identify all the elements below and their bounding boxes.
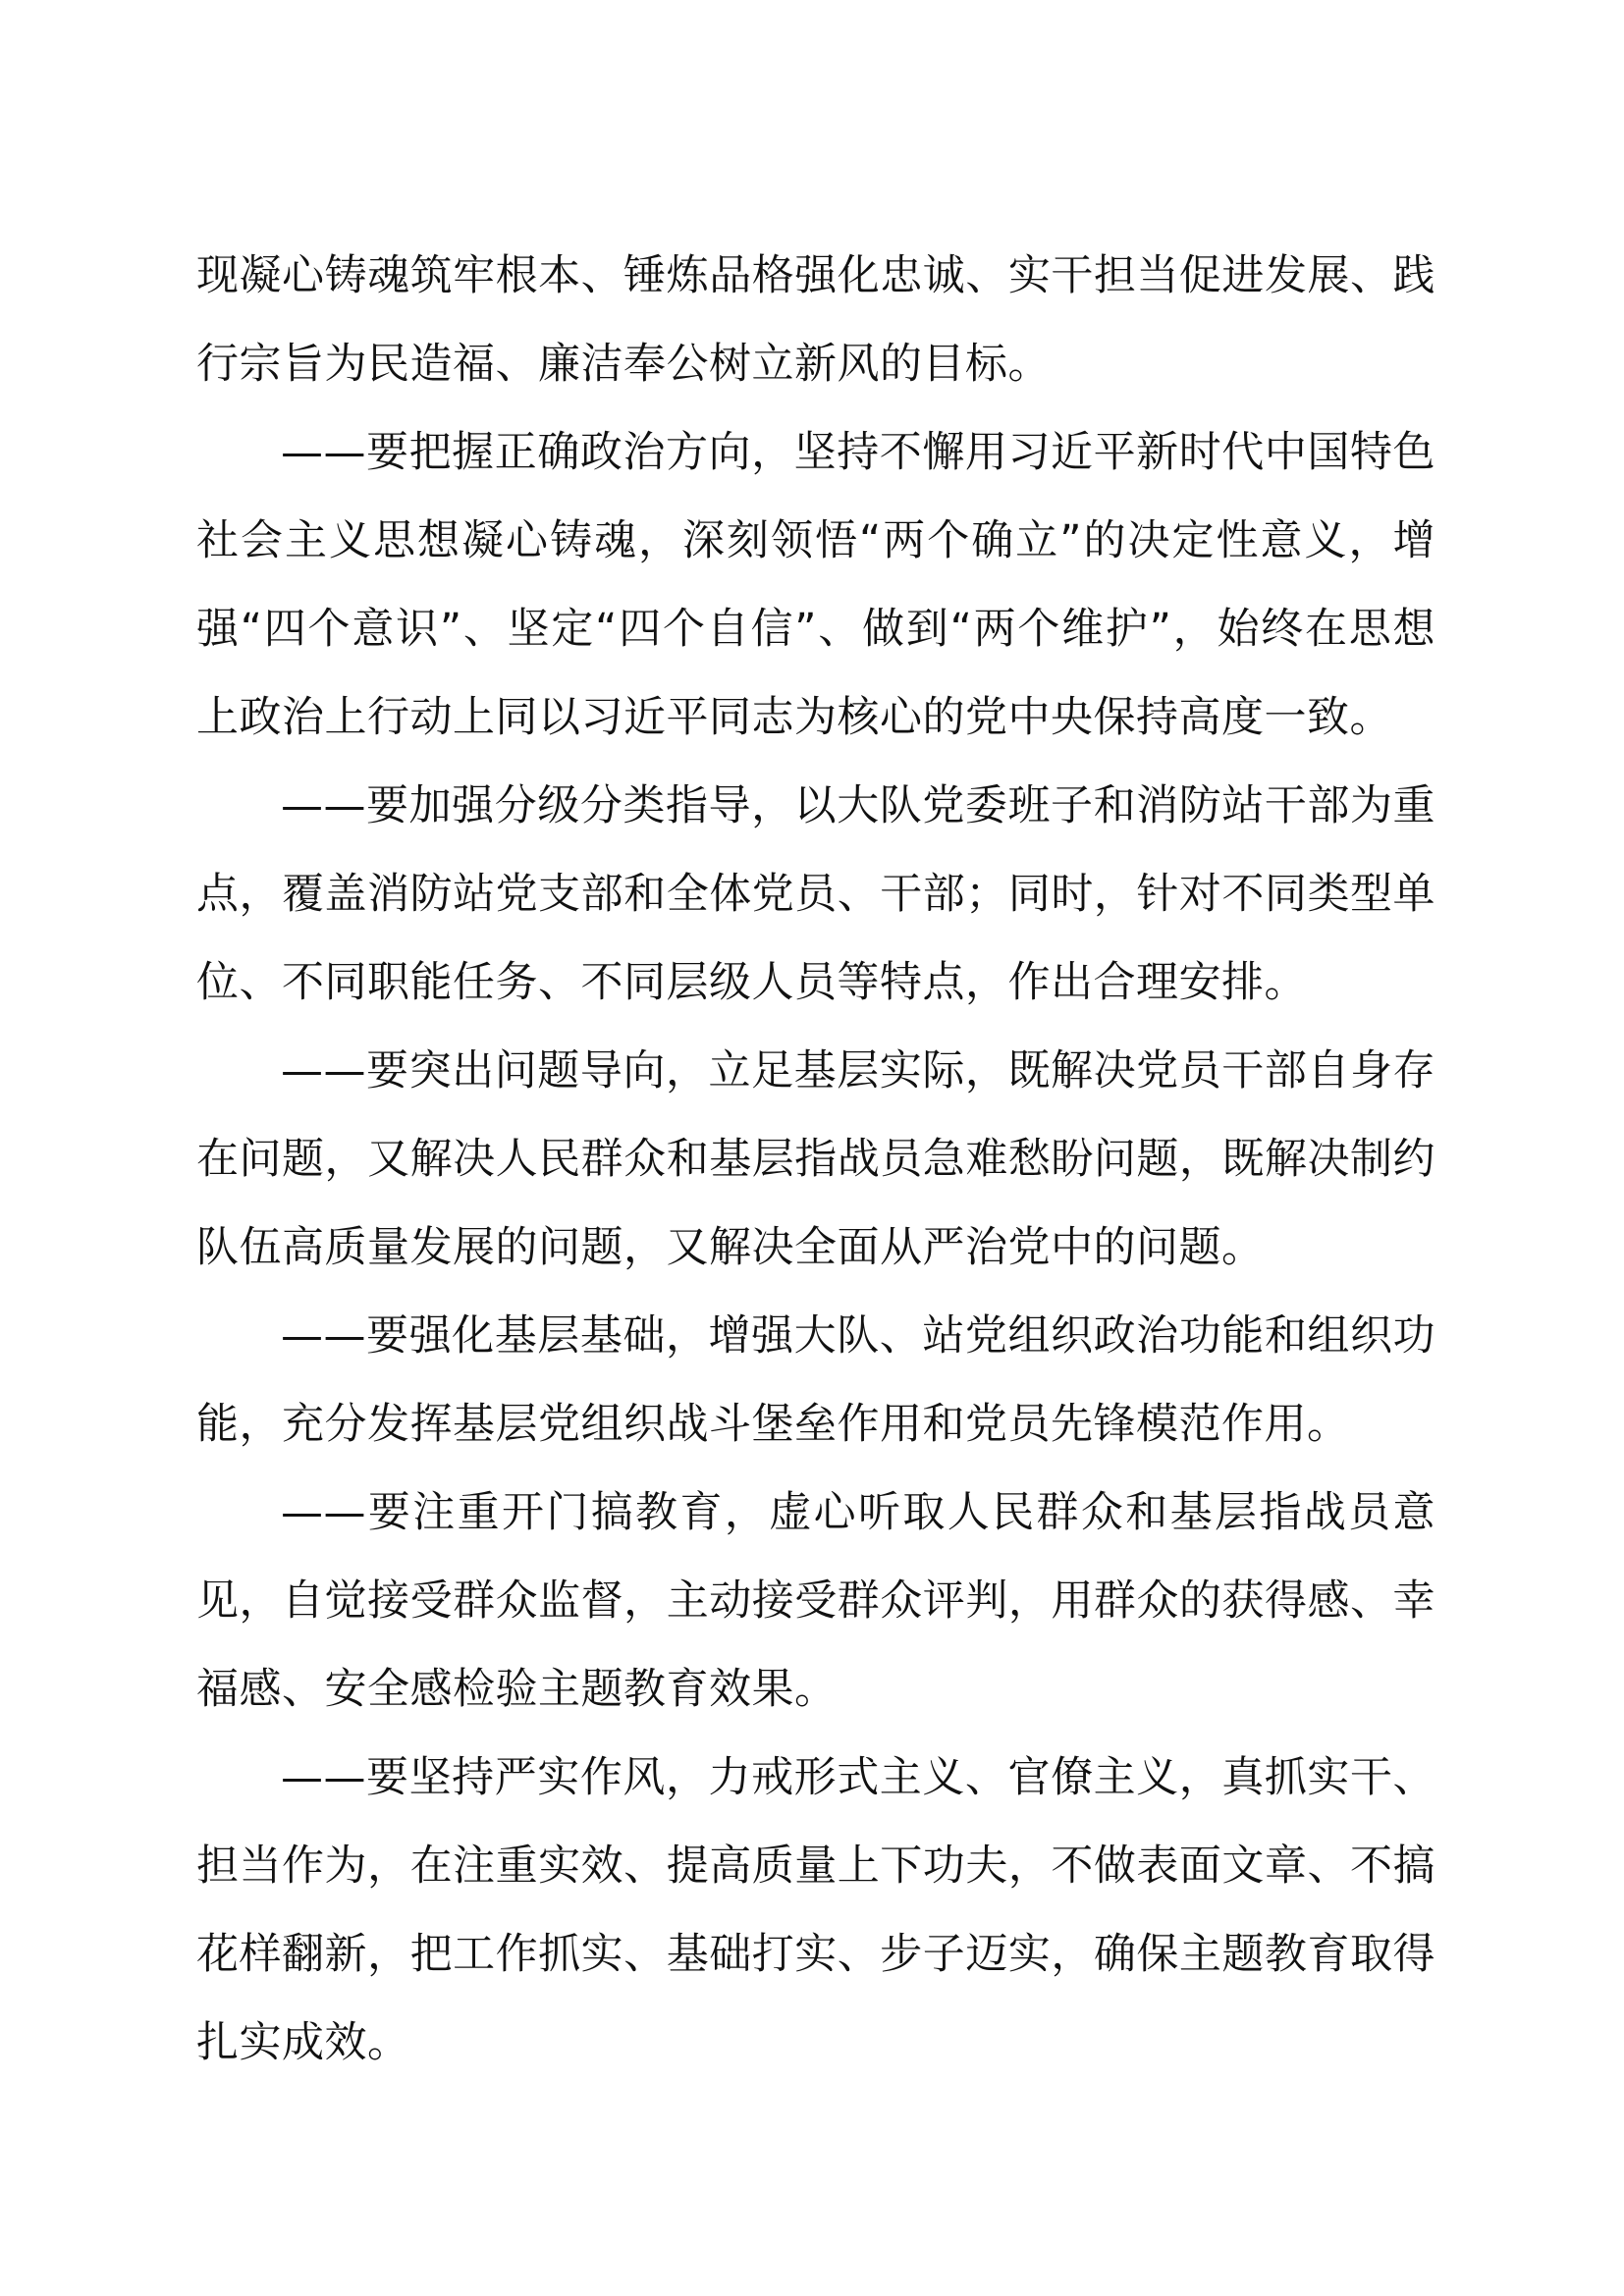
paragraph-strict-style: ——要坚持严实作风，力戒形式主义、官僚主义，真抓实干、担当作为，在注重实效、提高质量上下功夫，不做表面文章、不搞花样翻新，把工作抓实、基础打实、步子迈实，确保主题教育取得扎实成效。: [196, 1753, 1435, 2067]
document-body: [196, 232, 1435, 2087]
paragraph-guidance: ——要加强分级分类指导，以大队党委班子和消防站干部为重点，覆盖消防站党支部和全体党员、干部；同时，针对不同类型单位、不同职能任务、不同层级人员等特点，作出合理安排。: [196, 781, 1435, 1007]
paragraph-problem-orientation: ——要突出问题导向，立足基层实际，既解决党员干部自身存在问题，又解决人民群众和基层指战员急难愁盼问题，既解决制约队伍高质量发展的问题，又解决全面从严治党中的问题。: [196, 1046, 1435, 1272]
paragraph-continuation: 现凝心铸魂筑牢根本、锤炼品格强化忠诚、实干担当促进发展、践行宗旨为民造福、廉洁奉公树立新风的目标。: [196, 251, 1435, 389]
paragraph-grassroots: ——要强化基层基础，增强大队、站党组织政治功能和组织功能，充分发挥基层党组织战斗堡垒作用和党员先锋模范作用。: [196, 1311, 1435, 1449]
paragraph-open-education: ——要注重开门搞教育，虚心听取人民群众和基层指战员意见，自觉接受群众监督，主动接受群众评判，用群众的获得感、幸福感、安全感检验主题教育效果。: [196, 1488, 1435, 1714]
paragraph-political-direction: ——要把握正确政治方向，坚持不懈用习近平新时代中国特色社会主义思想凝心铸魂，深刻领悟“两个确立”的决定性意义，增强“四个意识”、坚定“四个自信”、做到“两个维护”，始终在思想上政治上行动上同以习近平同志为核心的党中央保持高度一致。: [196, 428, 1435, 742]
